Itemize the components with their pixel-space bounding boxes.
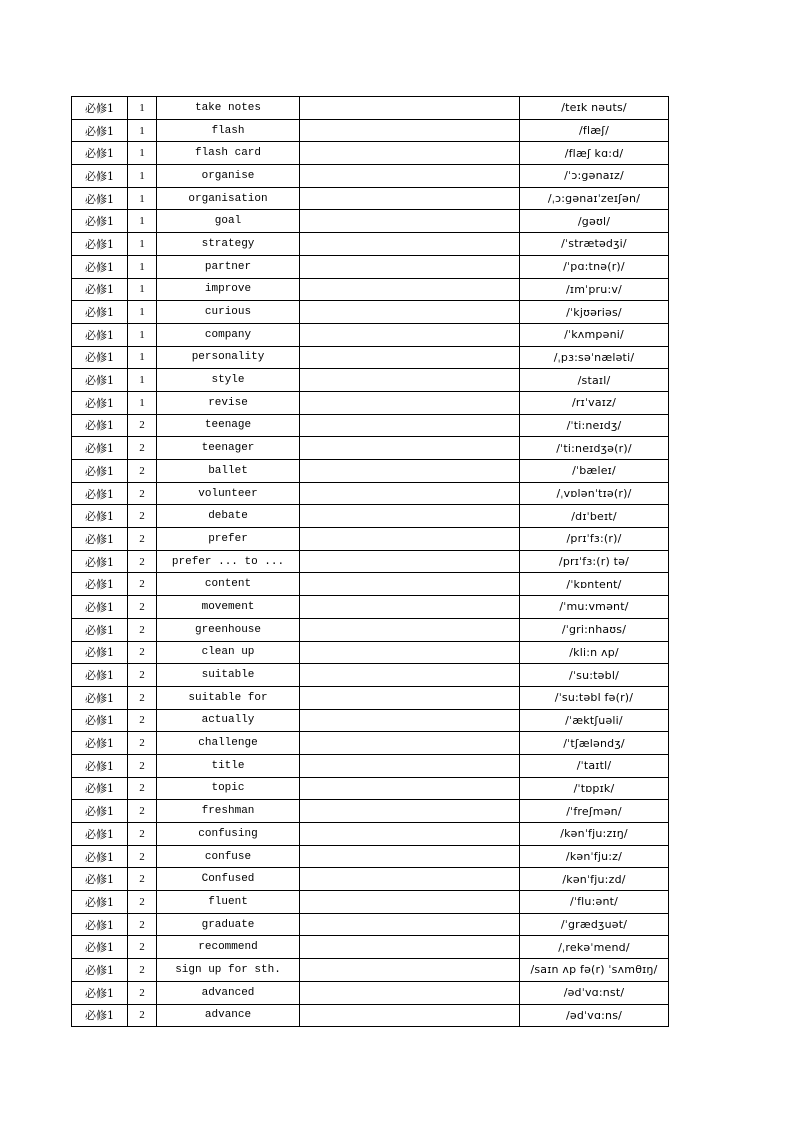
phonetic-cell: /rɪˈvaɪz/ [520, 391, 669, 414]
unit-cell: 2 [128, 959, 157, 982]
meaning-cell [300, 891, 520, 914]
book-cell: 必修1 [72, 142, 128, 165]
unit-cell: 2 [128, 550, 157, 573]
phonetic-cell: /ˈtaɪtl/ [520, 754, 669, 777]
word-cell: debate [157, 505, 300, 528]
phonetic-cell: /ˈkjʊəriəs/ [520, 301, 669, 324]
phonetic-cell: /ˈtɒpɪk/ [520, 777, 669, 800]
unit-cell: 2 [128, 891, 157, 914]
table-row [72, 278, 669, 301]
unit-cell: 2 [128, 596, 157, 619]
table-row [72, 437, 669, 460]
word-cell: style [157, 369, 300, 392]
phonetic-cell: /flæʃ kɑ:d/ [520, 142, 669, 165]
book-cell: 必修1 [72, 210, 128, 233]
word-cell: fluent [157, 891, 300, 914]
book-cell: 必修1 [72, 641, 128, 664]
table-row [72, 482, 669, 505]
book-cell: 必修1 [72, 868, 128, 891]
phonetic-cell: /ˌrekəˈmend/ [520, 936, 669, 959]
table-row [72, 414, 669, 437]
word-cell: prefer ... to ... [157, 550, 300, 573]
word-cell: advanced [157, 981, 300, 1004]
book-cell: 必修1 [72, 369, 128, 392]
table-row [72, 732, 669, 755]
table-row [72, 891, 669, 914]
word-cell: confuse [157, 845, 300, 868]
book-cell: 必修1 [72, 800, 128, 823]
phonetic-cell: /ˈsu:təbl/ [520, 664, 669, 687]
phonetic-cell: /ˈkɒntent/ [520, 573, 669, 596]
table-row [72, 346, 669, 369]
book-cell: 必修1 [72, 301, 128, 324]
meaning-cell [300, 596, 520, 619]
table-row [72, 119, 669, 142]
table-row [72, 959, 669, 982]
vocabulary-sheet [71, 96, 669, 1027]
unit-cell: 2 [128, 573, 157, 596]
book-cell: 必修1 [72, 346, 128, 369]
word-cell: personality [157, 346, 300, 369]
table-row [72, 868, 669, 891]
meaning-cell [300, 119, 520, 142]
meaning-cell [300, 278, 520, 301]
phonetic-cell: /kənˈfju:zɪŋ/ [520, 823, 669, 846]
table-row [72, 550, 669, 573]
word-cell: volunteer [157, 482, 300, 505]
phonetic-cell: /ˈgrædʒuət/ [520, 913, 669, 936]
meaning-cell [300, 505, 520, 528]
phonetic-cell: /ˌvɒlənˈtɪə(r)/ [520, 482, 669, 505]
book-cell: 必修1 [72, 823, 128, 846]
phonetic-cell: /saɪn ʌp fə(r) ˈsʌmθɪŋ/ [520, 959, 669, 982]
table-row [72, 709, 669, 732]
word-cell: ballet [157, 460, 300, 483]
unit-cell: 2 [128, 732, 157, 755]
meaning-cell [300, 936, 520, 959]
phonetic-cell: /dɪˈbeɪt/ [520, 505, 669, 528]
word-cell: suitable [157, 664, 300, 687]
unit-cell: 1 [128, 233, 157, 256]
meaning-cell [300, 823, 520, 846]
table-row [72, 301, 669, 324]
unit-cell: 2 [128, 641, 157, 664]
meaning-cell [300, 460, 520, 483]
phonetic-cell: /ˌɔ:gənaɪˈzeɪʃən/ [520, 187, 669, 210]
meaning-cell [300, 210, 520, 233]
phonetic-cell: /flæʃ/ [520, 119, 669, 142]
meaning-cell [300, 528, 520, 551]
book-cell: 必修1 [72, 505, 128, 528]
table-row [72, 323, 669, 346]
meaning-cell [300, 732, 520, 755]
meaning-cell [300, 550, 520, 573]
word-cell: topic [157, 777, 300, 800]
table-row [72, 233, 669, 256]
meaning-cell [300, 165, 520, 188]
word-cell: strategy [157, 233, 300, 256]
word-cell: teenager [157, 437, 300, 460]
unit-cell: 1 [128, 369, 157, 392]
book-cell: 必修1 [72, 550, 128, 573]
table-row [72, 255, 669, 278]
book-cell: 必修1 [72, 959, 128, 982]
table-row [72, 845, 669, 868]
phonetic-cell: /ˈkʌmpəni/ [520, 323, 669, 346]
phonetic-cell: /ˈflu:ənt/ [520, 891, 669, 914]
word-cell: company [157, 323, 300, 346]
word-cell: graduate [157, 913, 300, 936]
meaning-cell [300, 959, 520, 982]
meaning-cell [300, 868, 520, 891]
book-cell: 必修1 [72, 1004, 128, 1027]
word-cell: sign up for sth. [157, 959, 300, 982]
word-cell: movement [157, 596, 300, 619]
unit-cell: 2 [128, 754, 157, 777]
table-row [72, 664, 669, 687]
word-cell: greenhouse [157, 618, 300, 641]
word-cell: advance [157, 1004, 300, 1027]
unit-cell: 1 [128, 391, 157, 414]
phonetic-cell: /ˈæktʃuəli/ [520, 709, 669, 732]
table-row [72, 142, 669, 165]
table-row [72, 686, 669, 709]
table-row [72, 913, 669, 936]
word-cell: recommend [157, 936, 300, 959]
unit-cell: 2 [128, 913, 157, 936]
book-cell: 必修1 [72, 777, 128, 800]
table-row [72, 981, 669, 1004]
table-row [72, 369, 669, 392]
meaning-cell [300, 233, 520, 256]
word-cell: curious [157, 301, 300, 324]
table-row [72, 460, 669, 483]
book-cell: 必修1 [72, 754, 128, 777]
word-cell: take notes [157, 97, 300, 120]
phonetic-cell: /ˌpɜ:səˈnæləti/ [520, 346, 669, 369]
meaning-cell [300, 573, 520, 596]
book-cell: 必修1 [72, 414, 128, 437]
table-row [72, 754, 669, 777]
phonetic-cell: /ˈtʃæləndʒ/ [520, 732, 669, 755]
vocabulary-table [71, 96, 669, 1027]
phonetic-cell: /prɪˈfɜ:(r)/ [520, 528, 669, 551]
book-cell: 必修1 [72, 732, 128, 755]
meaning-cell [300, 618, 520, 641]
book-cell: 必修1 [72, 255, 128, 278]
book-cell: 必修1 [72, 981, 128, 1004]
unit-cell: 2 [128, 460, 157, 483]
word-cell: flash card [157, 142, 300, 165]
meaning-cell [300, 777, 520, 800]
meaning-cell [300, 482, 520, 505]
word-cell: confusing [157, 823, 300, 846]
book-cell: 必修1 [72, 187, 128, 210]
book-cell: 必修1 [72, 233, 128, 256]
book-cell: 必修1 [72, 618, 128, 641]
word-cell: Confused [157, 868, 300, 891]
meaning-cell [300, 301, 520, 324]
unit-cell: 2 [128, 800, 157, 823]
meaning-cell [300, 800, 520, 823]
phonetic-cell: /ˈti:neɪdʒ/ [520, 414, 669, 437]
unit-cell: 2 [128, 1004, 157, 1027]
unit-cell: 1 [128, 278, 157, 301]
phonetic-cell: /ˈɔ:gənaɪz/ [520, 165, 669, 188]
phonetic-cell: /ˈmu:vmənt/ [520, 596, 669, 619]
unit-cell: 1 [128, 142, 157, 165]
meaning-cell [300, 323, 520, 346]
unit-cell: 1 [128, 346, 157, 369]
unit-cell: 2 [128, 664, 157, 687]
book-cell: 必修1 [72, 460, 128, 483]
phonetic-cell: /prɪˈfɜ:(r) tə/ [520, 550, 669, 573]
unit-cell: 2 [128, 709, 157, 732]
phonetic-cell: /ədˈvɑ:ns/ [520, 1004, 669, 1027]
word-cell: content [157, 573, 300, 596]
phonetic-cell: /ɪmˈpru:v/ [520, 278, 669, 301]
table-row [72, 777, 669, 800]
table-row [72, 936, 669, 959]
book-cell: 必修1 [72, 119, 128, 142]
unit-cell: 1 [128, 210, 157, 233]
phonetic-cell: /staɪl/ [520, 369, 669, 392]
phonetic-cell: /ədˈvɑ:nst/ [520, 981, 669, 1004]
phonetic-cell: /ˈgri:nhaʊs/ [520, 618, 669, 641]
book-cell: 必修1 [72, 278, 128, 301]
phonetic-cell: /ˈsu:təbl fə(r)/ [520, 686, 669, 709]
table-row [72, 823, 669, 846]
table-row [72, 596, 669, 619]
table-row [72, 528, 669, 551]
unit-cell: 2 [128, 618, 157, 641]
phonetic-cell: /ˈpɑ:tnə(r)/ [520, 255, 669, 278]
phonetic-cell: /kənˈfju:z/ [520, 845, 669, 868]
meaning-cell [300, 1004, 520, 1027]
meaning-cell [300, 641, 520, 664]
book-cell: 必修1 [72, 528, 128, 551]
unit-cell: 1 [128, 187, 157, 210]
table-row [72, 573, 669, 596]
table-row [72, 1004, 669, 1027]
unit-cell: 2 [128, 936, 157, 959]
word-cell: organise [157, 165, 300, 188]
book-cell: 必修1 [72, 165, 128, 188]
unit-cell: 1 [128, 255, 157, 278]
meaning-cell [300, 709, 520, 732]
table-row [72, 391, 669, 414]
unit-cell: 2 [128, 981, 157, 1004]
meaning-cell [300, 664, 520, 687]
book-cell: 必修1 [72, 891, 128, 914]
unit-cell: 1 [128, 119, 157, 142]
meaning-cell [300, 391, 520, 414]
meaning-cell [300, 686, 520, 709]
book-cell: 必修1 [72, 437, 128, 460]
meaning-cell [300, 437, 520, 460]
book-cell: 必修1 [72, 573, 128, 596]
meaning-cell [300, 97, 520, 120]
phonetic-cell: /ˈbæleɪ/ [520, 460, 669, 483]
table-row [72, 187, 669, 210]
word-cell: teenage [157, 414, 300, 437]
phonetic-cell: /gəʊl/ [520, 210, 669, 233]
word-cell: improve [157, 278, 300, 301]
book-cell: 必修1 [72, 596, 128, 619]
unit-cell: 2 [128, 528, 157, 551]
meaning-cell [300, 255, 520, 278]
meaning-cell [300, 414, 520, 437]
unit-cell: 2 [128, 686, 157, 709]
unit-cell: 1 [128, 165, 157, 188]
book-cell: 必修1 [72, 323, 128, 346]
unit-cell: 2 [128, 777, 157, 800]
word-cell: actually [157, 709, 300, 732]
word-cell: clean up [157, 641, 300, 664]
table-row [72, 505, 669, 528]
unit-cell: 2 [128, 437, 157, 460]
book-cell: 必修1 [72, 845, 128, 868]
meaning-cell [300, 187, 520, 210]
phonetic-cell: /teɪk nəuts/ [520, 97, 669, 120]
phonetic-cell: /ˈstrætədʒi/ [520, 233, 669, 256]
word-cell: goal [157, 210, 300, 233]
table-row [72, 641, 669, 664]
table-row [72, 165, 669, 188]
word-cell: challenge [157, 732, 300, 755]
word-cell: freshman [157, 800, 300, 823]
meaning-cell [300, 913, 520, 936]
table-row [72, 618, 669, 641]
unit-cell: 1 [128, 301, 157, 324]
book-cell: 必修1 [72, 913, 128, 936]
table-row [72, 800, 669, 823]
unit-cell: 2 [128, 845, 157, 868]
book-cell: 必修1 [72, 391, 128, 414]
word-cell: prefer [157, 528, 300, 551]
meaning-cell [300, 369, 520, 392]
word-cell: flash [157, 119, 300, 142]
unit-cell: 2 [128, 505, 157, 528]
meaning-cell [300, 142, 520, 165]
phonetic-cell: /kənˈfju:zd/ [520, 868, 669, 891]
phonetic-cell: /ˈti:neɪdʒə(r)/ [520, 437, 669, 460]
book-cell: 必修1 [72, 664, 128, 687]
meaning-cell [300, 754, 520, 777]
word-cell: organisation [157, 187, 300, 210]
word-cell: revise [157, 391, 300, 414]
word-cell: suitable for [157, 686, 300, 709]
unit-cell: 1 [128, 97, 157, 120]
meaning-cell [300, 346, 520, 369]
word-cell: title [157, 754, 300, 777]
meaning-cell [300, 981, 520, 1004]
unit-cell: 2 [128, 868, 157, 891]
word-cell: partner [157, 255, 300, 278]
vocabulary-table-body [72, 97, 669, 1027]
unit-cell: 2 [128, 823, 157, 846]
phonetic-cell: /kli:n ʌp/ [520, 641, 669, 664]
unit-cell: 1 [128, 323, 157, 346]
book-cell: 必修1 [72, 709, 128, 732]
book-cell: 必修1 [72, 97, 128, 120]
book-cell: 必修1 [72, 686, 128, 709]
meaning-cell [300, 845, 520, 868]
book-cell: 必修1 [72, 936, 128, 959]
unit-cell: 2 [128, 482, 157, 505]
unit-cell: 2 [128, 414, 157, 437]
table-row [72, 97, 669, 120]
table-row [72, 210, 669, 233]
phonetic-cell: /ˈfreʃmən/ [520, 800, 669, 823]
book-cell: 必修1 [72, 482, 128, 505]
